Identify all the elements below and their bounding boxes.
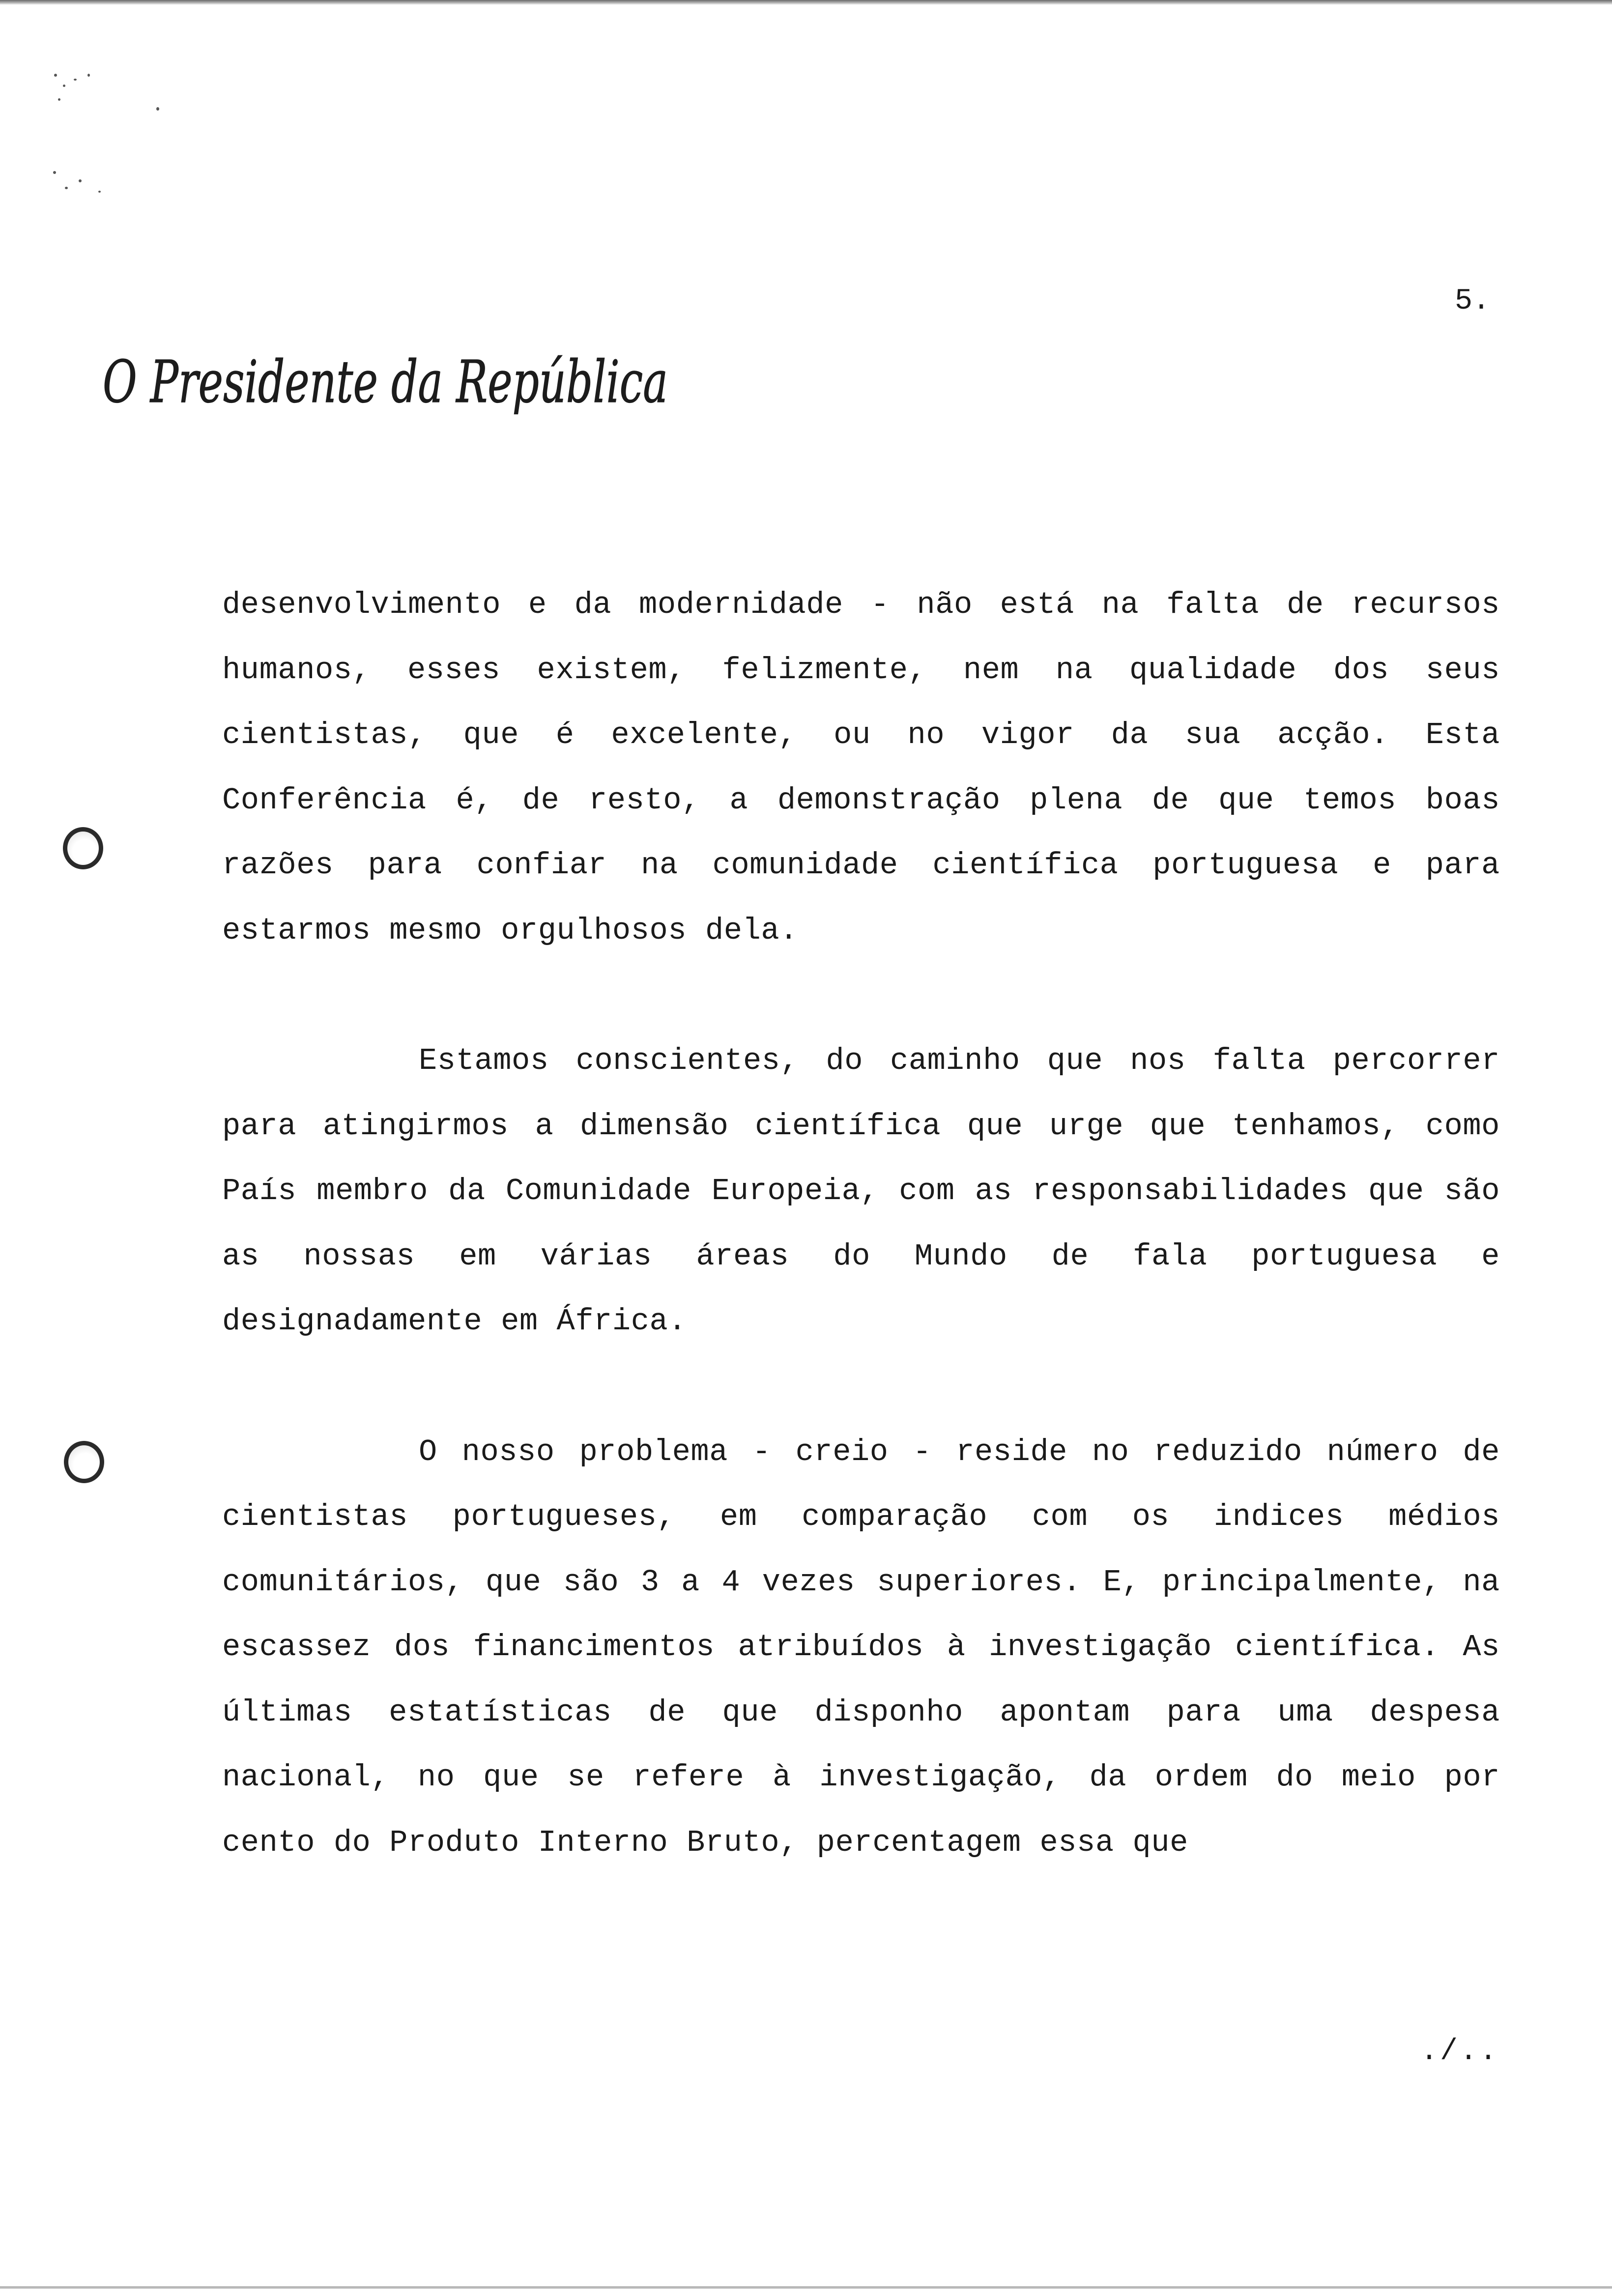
paragraph: O nosso problema - creio - reside no reduzido número de cientistas portugueses, em comparação com os indices médios comunitários, que são 3 a 4 vezes superiores. E, principalmente, na escassez dos financimentos atribuídos à investigação científica. As últimas estatísticas de que disponho apontam para uma despesa nacional, no que se refere à investigação, da ordem do meio por cento do Produto Interno Bruto, percentagem essa que [222, 1434, 1500, 1860]
page-number: 5. [1455, 285, 1491, 318]
paragraph: Estamos conscientes, do caminho que nos falta percorrer para atingirmos a dimensão científica que urge que tenhamos, como País membro da Comunidade Europeia, com as responsabilidades que são as nossas em várias áreas do Mundo de fala portuguesa e designadamente em África. [222, 1043, 1500, 1339]
letterhead [101, 344, 671, 428]
scan-speck [53, 171, 56, 174]
scan-edge-bottom [0, 2286, 1612, 2289]
letterhead-title: O Presidente da República [103, 348, 668, 416]
punch-hole [64, 1441, 104, 1483]
scan-speck [63, 85, 65, 87]
scan-edge-top [0, 0, 1612, 5]
scan-speck [98, 191, 101, 193]
scan-speck [79, 179, 82, 182]
scan-speck [74, 79, 77, 81]
paragraph: desenvolvimento e da modernidade - não está na falta de recursos humanos, esses existem, felizmente, nem na qualidade dos seus cientistas, que é excelente, ou no vigor da sua acção. Esta Conferência é, de resto, a demonstração plena de que temos boas razões para confiar na comunidade científica portuguesa e para estarmos mesmo orgulhosos dela. [222, 587, 1500, 948]
scan-speck [156, 107, 159, 111]
scan-speck [65, 187, 68, 189]
scan-speck [54, 74, 57, 77]
scan-speck [87, 74, 90, 77]
continuation-marker: ./.. [1420, 2035, 1499, 2068]
punch-hole [63, 827, 103, 869]
body-text [222, 573, 1500, 1875]
scan-speck [58, 98, 60, 101]
